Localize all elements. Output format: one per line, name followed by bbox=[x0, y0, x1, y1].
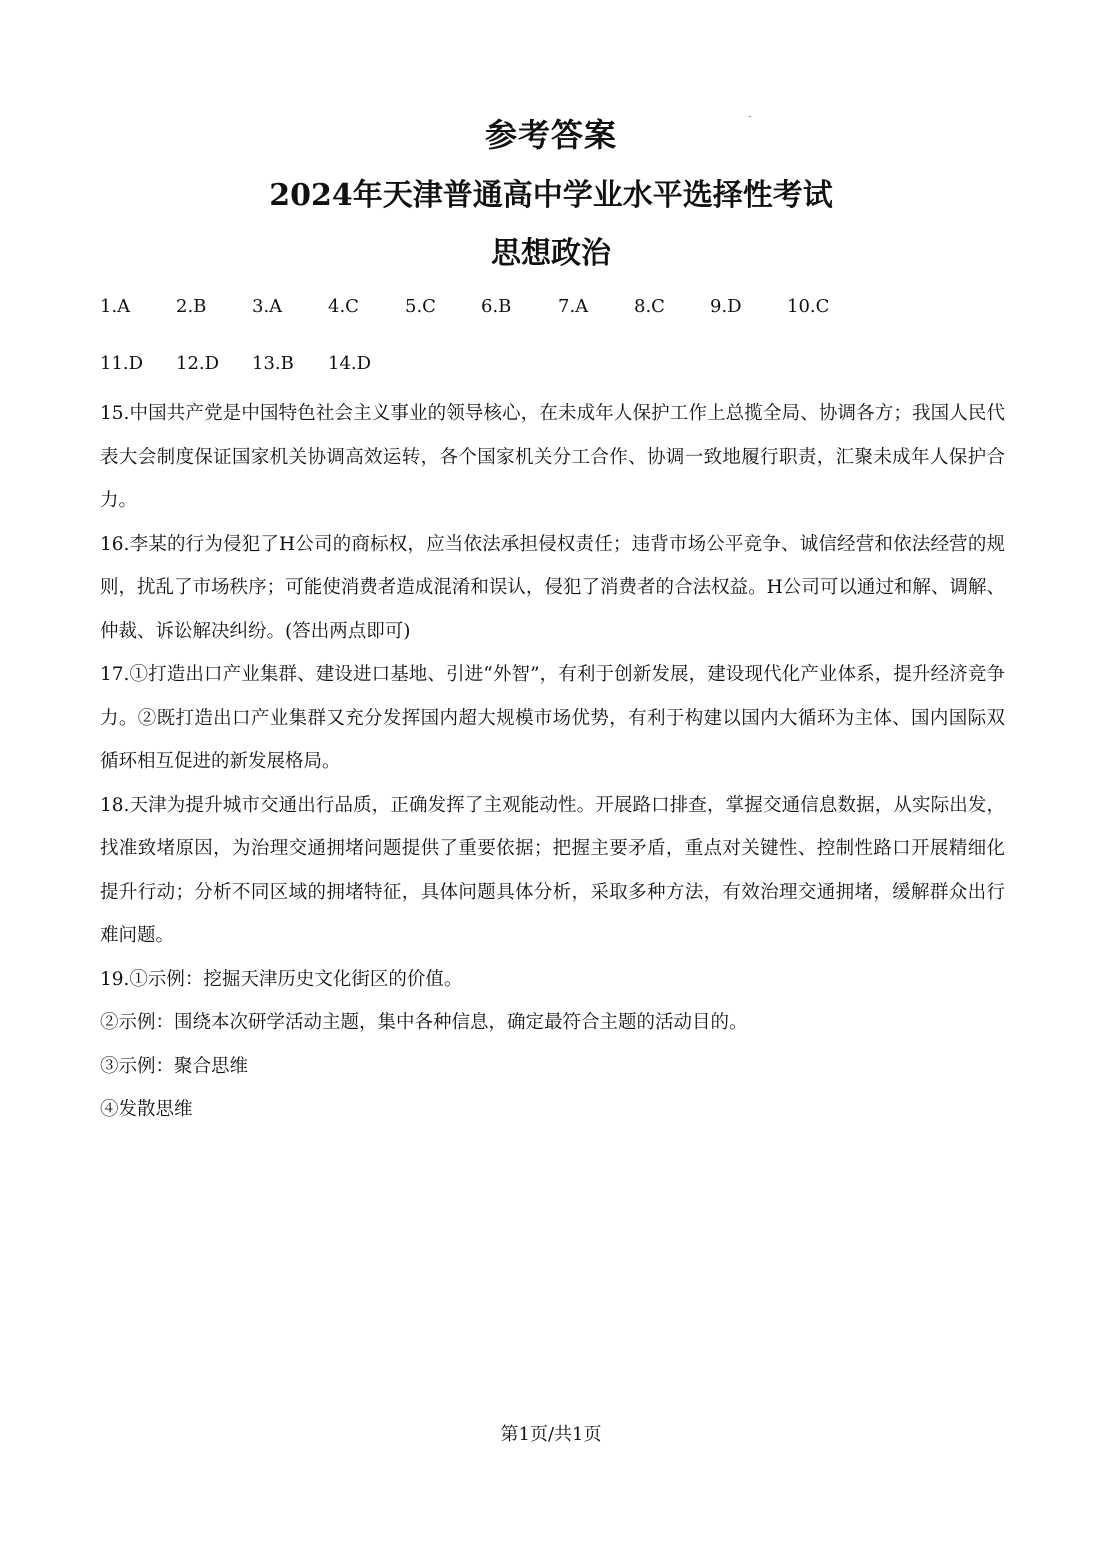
answer-q18: 18.天津为提升城市交通出行品质，正确发挥了主观能动性。开展路口排查，掌握交通信息数据，从实际出发，找准致堵原因，为治理交通拥堵问题提供了重要依据；把握主要矛盾，重点对关键性、控制性路口开展精细化提升行动；分析不同区域的拥堵特征，具体问题具体分析，采取多种方法，有效治理交通拥堵，缓解群众出行难问题。 bbox=[100, 794, 1005, 946]
mcq-answer: 8.C bbox=[634, 296, 665, 317]
subject-title: 思想政治 bbox=[491, 236, 611, 271]
mcq-row-2 bbox=[100, 352, 500, 376]
mcq-answer: 5.C bbox=[405, 296, 436, 317]
mcq-answer: 13.B bbox=[252, 353, 294, 374]
answer-q19-part1: 19.①示例：挖掘天津历史文化街区的价值。 bbox=[100, 968, 463, 990]
answer-q19-part3: ③示例：聚合思维 bbox=[100, 1055, 249, 1077]
mcq-answer: 1.A bbox=[100, 296, 131, 317]
mcq-answer: 3.A bbox=[252, 296, 283, 317]
exam-title: 2024年天津普通高中学业水平选择性考试 bbox=[269, 178, 833, 213]
page-number: 第1页/共1页 bbox=[500, 1424, 602, 1445]
answer-section bbox=[100, 392, 1005, 1132]
answer-q16: 16.李某的行为侵犯了H公司的商标权，应当依法承担侵权责任；违背市场公平竞争、诚信经营和依法经营的规则，扰乱了市场秩序；可能使消费者造成混淆和误认，侵犯了消费者的合法权益。H公司可以通过和解、调解、仲裁、诉讼解决纠纷。(答出两点即可) bbox=[100, 533, 1005, 642]
mcq-answer: 14.D bbox=[328, 353, 372, 374]
mcq-answer: 11.D bbox=[100, 353, 144, 374]
mcq-answer: 6.B bbox=[481, 296, 512, 317]
mcq-answer: 2.B bbox=[176, 296, 207, 317]
mcq-row-1 bbox=[100, 295, 1000, 319]
mcq-answer: 9.D bbox=[710, 296, 742, 317]
mcq-answer: 7.A bbox=[558, 296, 589, 317]
page-title: 参考答案 bbox=[484, 116, 617, 154]
answer-q17: 17.①打造出口产业集群、建设进口基地、引进“外智”，有利于创新发展，建设现代化产业体系，提升经济竞争力。②既打造出口产业集群又充分发挥国内超大规模市场优势，有利于构建以国内大循环为主体、国内国际双循环相互促进的新发展格局。 bbox=[100, 664, 1005, 772]
mcq-answer: 10.C bbox=[787, 296, 830, 317]
mcq-answer: 12.D bbox=[176, 353, 220, 374]
mcq-answer: 4.C bbox=[328, 296, 359, 317]
answer-q15: 15.中国共产党是中国特色社会主义事业的领导核心，在未成年人保护工作上总揽全局、协调各方；我国人民代表大会制度保证国家机关协调高效运转，各个国家机关分工合作、协调一致地履行职责，汇聚未成年人保护合力。 bbox=[100, 403, 1005, 511]
answer-q19-part2: ②示例：围绕本次研学活动主题，集中各种信息，确定最符合主题的活动目的。 bbox=[100, 1012, 748, 1033]
answer-q19-part4: ④发散思维 bbox=[100, 1099, 193, 1120]
